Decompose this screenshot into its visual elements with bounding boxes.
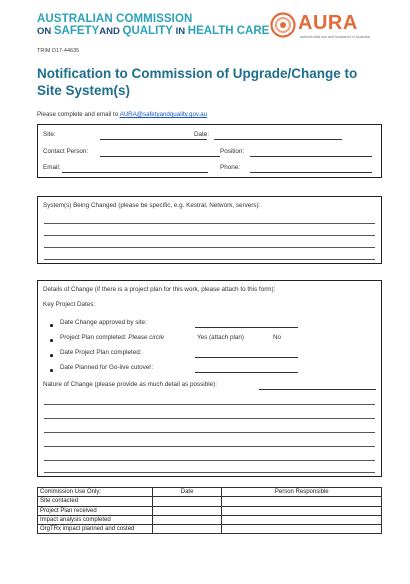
nature-of-change-field[interactable] bbox=[259, 389, 376, 390]
systems-changed-box bbox=[37, 196, 382, 264]
please-circle-text: Please circle bbox=[128, 334, 164, 341]
table-row-label: OrgTRx impact planned and costed bbox=[38, 525, 153, 534]
contact-person-label: Contact Person: bbox=[43, 148, 89, 155]
nature-line[interactable] bbox=[44, 472, 375, 473]
email-label: Email: bbox=[43, 164, 61, 171]
nature-line[interactable] bbox=[44, 418, 375, 419]
table-cell[interactable] bbox=[222, 497, 382, 506]
trim-reference: TRIM D17-44635 bbox=[37, 48, 80, 54]
approved-date-field[interactable] bbox=[195, 327, 298, 328]
systems-line[interactable] bbox=[44, 259, 375, 260]
table-header: Date bbox=[152, 488, 222, 497]
aura-logo-icon bbox=[270, 12, 296, 38]
project-plan-label: Project Plan completed: Please circle bbox=[60, 334, 164, 341]
yes-option[interactable]: Yes (attach plan) bbox=[197, 334, 245, 341]
approved-date-label: Date Change approved by site: bbox=[60, 319, 147, 326]
phone-label: Phone: bbox=[220, 164, 240, 171]
systems-line[interactable] bbox=[44, 247, 375, 248]
table-header: Commission Use Only: bbox=[38, 488, 153, 497]
email-field[interactable] bbox=[62, 172, 208, 173]
systems-changed-label: System(s) Being Changed (please be specific, e.g. Kestral, Network, servers): bbox=[43, 202, 261, 209]
table-cell[interactable] bbox=[152, 525, 222, 534]
table-cell[interactable] bbox=[152, 515, 222, 524]
table-cell[interactable] bbox=[222, 525, 382, 534]
table-cell[interactable] bbox=[152, 497, 222, 506]
details-label: Details of Change (if there is a project plan for this work, please attach to this form): bbox=[43, 286, 276, 293]
bullet-icon bbox=[50, 369, 53, 372]
table-row bbox=[38, 497, 382, 506]
table-cell[interactable] bbox=[222, 515, 382, 524]
go-live-date-label: Date Planned for Go-live cutover: bbox=[60, 364, 154, 371]
date-field[interactable] bbox=[214, 139, 342, 140]
table-cell[interactable] bbox=[152, 506, 222, 515]
table-row bbox=[38, 515, 382, 524]
bullet-icon bbox=[50, 339, 53, 342]
key-dates-label: Key Project Dates: bbox=[43, 301, 96, 308]
table-row-label: Site contacted bbox=[38, 497, 153, 506]
nature-line[interactable] bbox=[44, 432, 375, 433]
nature-line[interactable] bbox=[44, 460, 375, 461]
logo-tagline: antimicrobial use and resistance in Australia bbox=[300, 35, 370, 39]
page-title: Notification to Commission of Upgrade/Change to Site System(s) bbox=[37, 66, 358, 98]
contact-person-field[interactable] bbox=[100, 156, 220, 157]
details-of-change-box bbox=[37, 280, 382, 477]
nature-of-change-label: Nature of Change (please provide as much detail as possible): bbox=[43, 381, 217, 388]
table-row-label: Impact analysis completed bbox=[38, 515, 153, 524]
plan-completed-date-label: Date Project Plan completed: bbox=[60, 349, 142, 356]
plan-completed-date-field[interactable] bbox=[195, 357, 298, 358]
aura-logo bbox=[270, 10, 380, 44]
table-row bbox=[38, 525, 382, 534]
org-name-line1: AUSTRALIAN COMMISSION bbox=[37, 13, 193, 25]
no-option[interactable]: No bbox=[273, 334, 282, 341]
org-name-line2: ON SAFETYAND QUALITY IN HEALTH CARE bbox=[37, 25, 270, 37]
commission-use-table bbox=[37, 487, 382, 534]
instructions: Please complete and email to AURA@safetyandquality.gov.au bbox=[37, 111, 208, 118]
table-cell[interactable] bbox=[222, 506, 382, 515]
logo-text: AURA bbox=[298, 12, 358, 34]
email-link[interactable]: AURA@safetyandquality.gov.au bbox=[119, 111, 208, 118]
site-label: Site: bbox=[43, 131, 56, 138]
bullet-icon bbox=[50, 354, 53, 357]
systems-line[interactable] bbox=[44, 223, 375, 224]
position-field[interactable] bbox=[250, 156, 372, 157]
table-header: Person Responsible bbox=[222, 488, 382, 497]
nature-line[interactable] bbox=[44, 446, 375, 447]
position-label: Position: bbox=[220, 148, 245, 155]
nature-line[interactable] bbox=[44, 404, 375, 405]
site-details-box bbox=[37, 124, 382, 178]
site-field[interactable] bbox=[100, 139, 207, 140]
phone-field[interactable] bbox=[250, 172, 372, 173]
bullet-icon bbox=[50, 324, 53, 327]
table-header-row bbox=[38, 488, 382, 497]
table-row bbox=[38, 506, 382, 515]
table-row-label: Project Plan received bbox=[38, 506, 153, 515]
go-live-date-field[interactable] bbox=[195, 372, 298, 373]
systems-line[interactable] bbox=[44, 235, 375, 236]
date-label: Date: bbox=[194, 131, 210, 138]
